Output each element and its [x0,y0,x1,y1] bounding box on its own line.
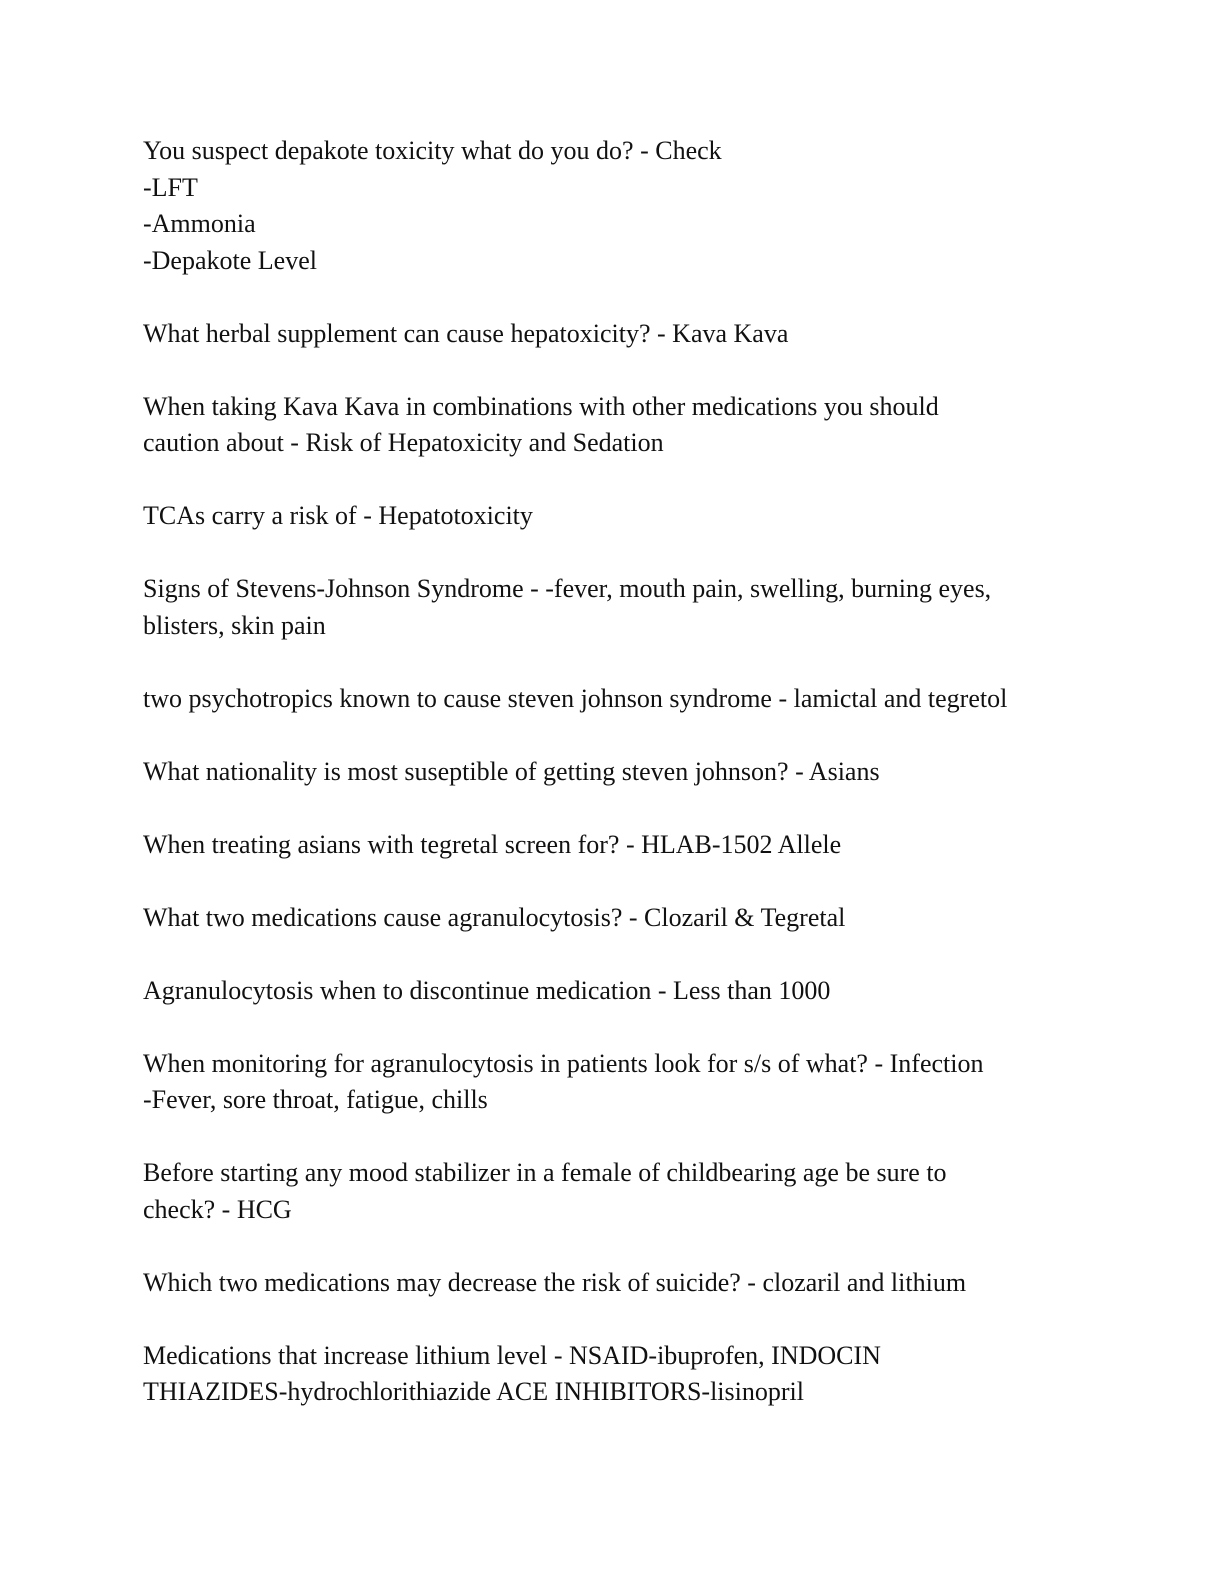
text-line: -Depakote Level [143,245,317,275]
qa-item-agranulocytosis-discontinue [143,973,1143,1010]
text-line: -Fever, sore throat, fatigue, chills [143,1085,488,1114]
text-line: What two medications cause agranulocytosis? - Clozaril & Tegretal [143,902,846,932]
qa-item-sjs-nationality [143,754,1143,791]
text-line: THIAZIDES-hydrochlorithiazide ACE INHIBITORS-lisinopril [143,1377,804,1406]
text-line: TCAs carry a risk of - Hepatotoxicity [143,501,533,530]
qa-item-tegretal-screen [143,827,1143,864]
text-line: When treating asians with tegretal screen for? - HLAB-1502 Allele [143,829,842,859]
document-page [143,133,1143,1447]
text-line: You suspect depakote toxicity what do you do? - Check [143,136,722,165]
text-line: Which two medications may decrease the risk of suicide? - clozaril and lithium [143,1267,967,1297]
qa-item-depakote-toxicity [143,133,1143,279]
text-line: Medications that increase lithium level - NSAID-ibuprofen, INDOCIN [143,1340,881,1370]
text-line: Agranulocytosis when to discontinue medication - Less than 1000 [143,975,831,1005]
qa-item-agranulocytosis-meds [143,900,1143,937]
qa-item-tca-risk [143,498,1143,535]
text-line: blisters, skin pain [143,610,326,640]
text-line: What herbal supplement can cause hepatoxicity? - Kava Kava [143,318,789,348]
qa-item-sjs-signs [143,571,1143,644]
text-line: -LFT [143,172,198,202]
qa-item-herbal-hepatoxicity [143,316,1143,353]
text-line: caution about - Risk of Hepatoxicity and Sedation [143,428,664,457]
qa-item-mood-stabilizer-hcg [143,1155,1143,1228]
text-line: two psychotropics known to cause steven johnson syndrome - lamictal and tegretol [143,683,1008,713]
text-line: Before starting any mood stabilizer in a female of childbearing age be sure to [143,1158,947,1187]
text-line: When taking Kava Kava in combinations with other medications you should [143,391,939,421]
qa-item-agranulocytosis-monitoring [143,1046,1143,1119]
text-line: When monitoring for agranulocytosis in patients look for s/s of what? - Infection [143,1048,984,1078]
qa-item-lithium-increase [143,1338,1143,1411]
qa-item-kava-caution [143,389,1143,462]
text-line: What nationality is most suseptible of getting steven johnson? - Asians [143,756,880,786]
qa-item-sjs-psychotropics [143,681,1143,718]
text-line: Signs of Stevens-Johnson Syndrome - -fever, mouth pain, swelling, burning eyes, [143,574,992,603]
qa-item-suicide-risk [143,1265,1143,1302]
text-line: -Ammonia [143,209,256,238]
text-line: check? - HCG [143,1194,292,1224]
